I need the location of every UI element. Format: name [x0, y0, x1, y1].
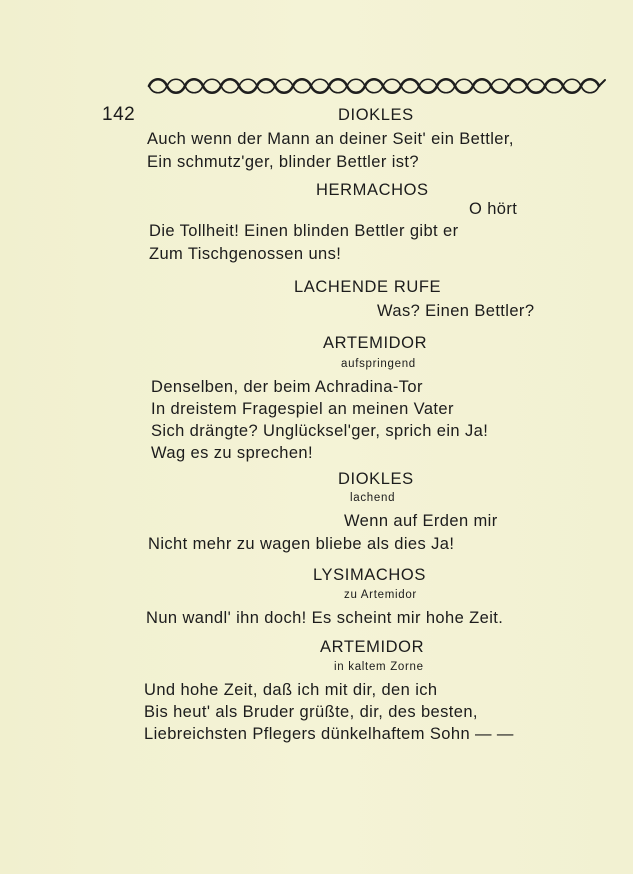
verse-line: Auch wenn der Mann an deiner Seit' ein Bettler, [147, 130, 514, 148]
verse-line: Und hohe Zeit, daß ich mit dir, den ich [144, 681, 438, 699]
verse-line: In dreistem Fragespiel an meinen Vater [151, 400, 454, 418]
verse-line: Was? Einen Bettler? [377, 302, 535, 320]
verse-line: Die Tollheit! Einen blinden Bettler gibt er [149, 222, 459, 240]
verse-line: Liebreichsten Pflegers dünkelhaftem Sohn — — [144, 725, 514, 743]
verse-line: O hört [469, 200, 518, 218]
speaker-name: DIOKLES [338, 470, 414, 488]
speaker-name: HERMACHOS [316, 181, 429, 199]
verse-line: Denselben, der beim Achradina-Tor [151, 378, 423, 396]
verse-line: Wenn auf Erden mir [344, 512, 498, 530]
verse-line: Nun wandl' ihn doch! Es scheint mir hohe Zeit. [146, 609, 504, 627]
verse-line: Ein schmutz'ger, blinder Bettler ist? [147, 153, 419, 171]
speaker-name: ARTEMIDOR [323, 334, 428, 352]
verse-line: Bis heut' als Bruder grüßte, dir, des besten, [144, 703, 478, 721]
stage-direction: lachend [350, 492, 396, 504]
verse-line: Wag es zu sprechen! [151, 444, 313, 462]
stage-direction: aufspringend [341, 358, 416, 370]
speaker-name: DIOKLES [338, 106, 414, 124]
verse-line: Sich drängte? Unglücksel'ger, sprich ein Ja! [151, 422, 489, 440]
stage-direction: zu Artemidor [344, 589, 417, 601]
verse-line: Zum Tischgenossen uns! [149, 245, 342, 263]
decorative-border-ornament [145, 74, 607, 98]
speaker-name: LACHENDE RUFE [294, 278, 442, 296]
stage-direction: in kaltem Zorne [334, 661, 424, 673]
page-number: 142 [102, 104, 136, 125]
speaker-name: ARTEMIDOR [320, 638, 425, 656]
verse-line: Nicht mehr zu wagen bliebe als dies Ja! [148, 535, 455, 553]
speaker-name: LYSIMACHOS [313, 566, 426, 584]
